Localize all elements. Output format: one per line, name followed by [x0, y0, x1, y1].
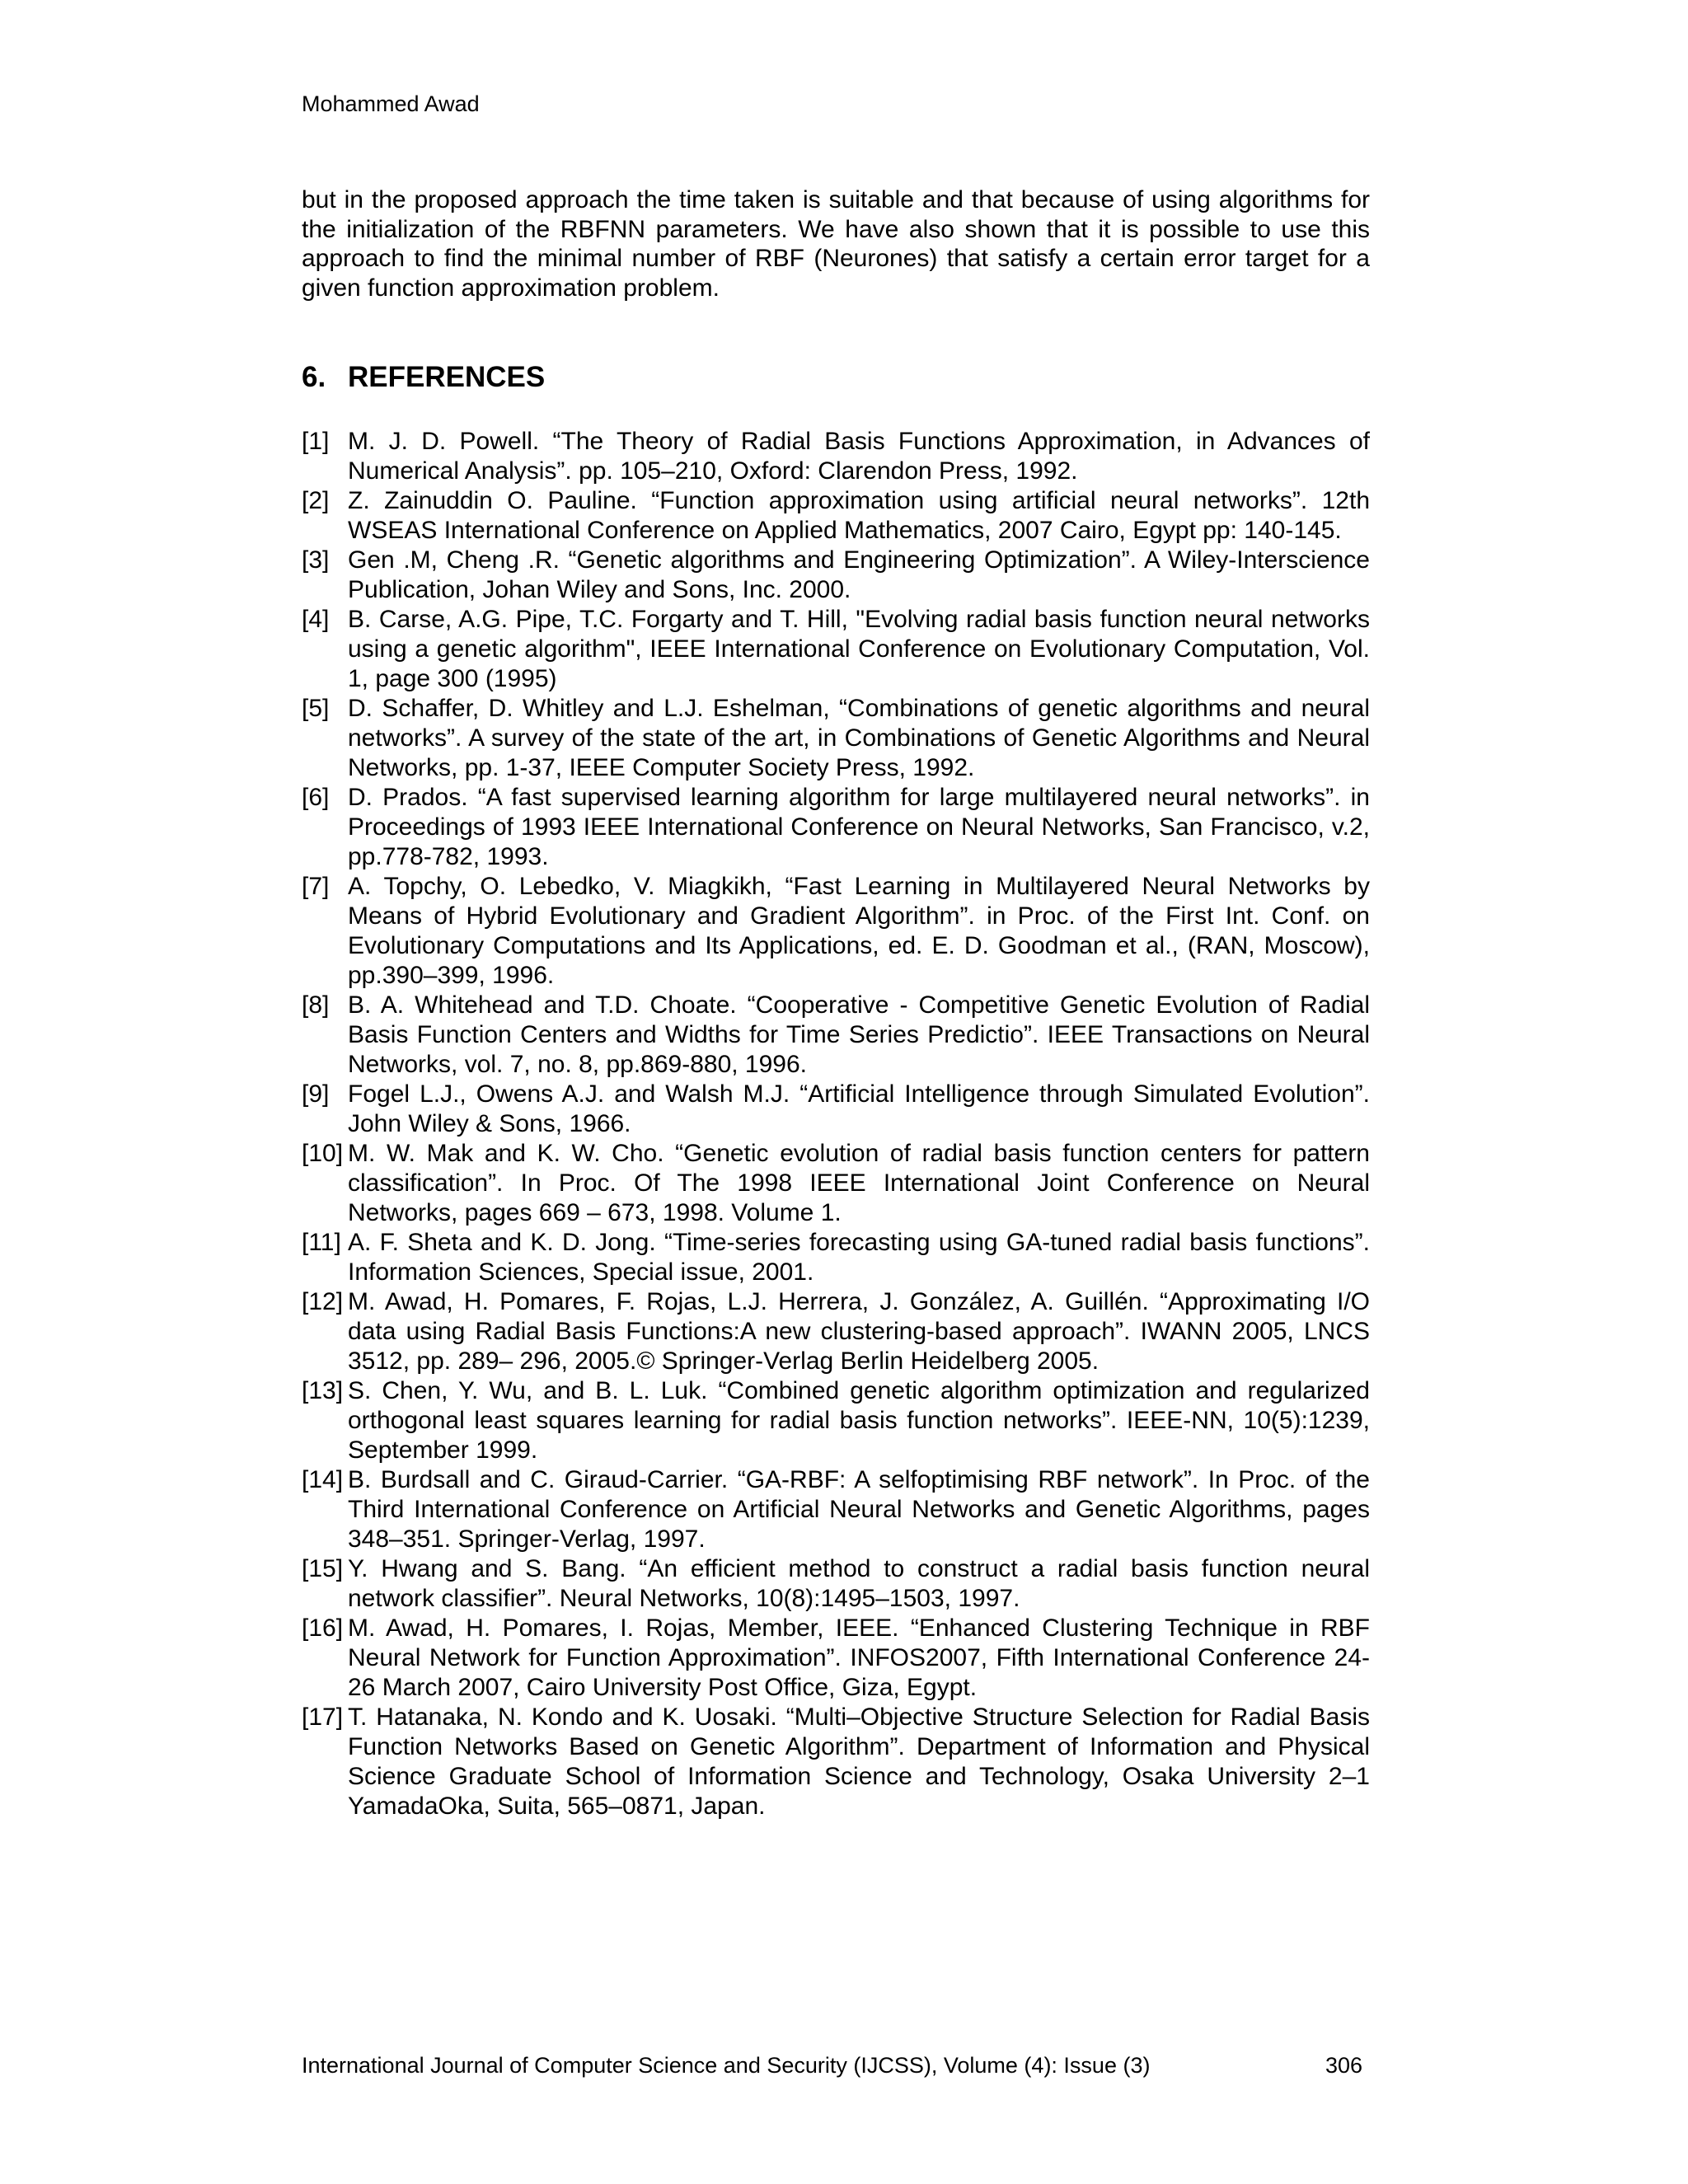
reference-item	[302, 1139, 1370, 1228]
reference-item	[302, 1554, 1370, 1614]
reference-text: A. Topchy, O. Lebedko, V. Miagkikh, “Fast Learning in Multilayered Neural Networks by Means of Hybrid Evolutionary and Gradient Algorithm”. in Proc. of the First Int. Conf. on Evolutionary Computations and Its Applications, ed. E. D. Goodman et al., (RAN, Moscow), pp.390–399, 1996.	[348, 873, 1370, 989]
reference-item	[302, 427, 1370, 486]
reference-text: B. Burdsall and C. Giraud-Carrier. “GA-RBF: A selfoptimising RBF network”. In Proc. of the Third International Conference on Artificial Neural Networks and Genetic Algorithms, pages 348–351. Springer-Verlag, 1997.	[348, 1466, 1370, 1553]
reference-text: S. Chen, Y. Wu, and B. L. Luk. “Combined genetic algorithm optimization and regularized orthogonal least squares learning for radial basis function networks”. IEEE-NN, 10(5):1239, September 1999.	[348, 1377, 1370, 1464]
reference-item	[302, 1228, 1370, 1287]
reference-text: M. Awad, H. Pomares, I. Rojas, Member, IEEE. “Enhanced Clustering Technique in RBF Neural Network for Function Approximation”. INFOS2007, Fifth International Conference 24-26 March 2007, Cairo University Post Office, Giza, Egypt.	[348, 1615, 1370, 1701]
reference-item	[302, 694, 1370, 783]
reference-item	[302, 1287, 1370, 1376]
reference-label: [7]	[302, 873, 330, 900]
reference-text: Gen .M, Cheng .R. “Genetic algorithms and Engineering Optimization”. A Wiley-Interscience Publication, Johan Wiley and Sons, Inc. 2000.	[348, 546, 1370, 603]
reference-text: B. A. Whitehead and T.D. Choate. “Cooperative - Competitive Genetic Evolution of Radial Basis Function Centers and Widths for Time Series Predictio”. IEEE Transactions on Neural Networks, vol. 7, no. 8, pp.869-880, 1996.	[348, 991, 1370, 1078]
reference-label: [15]	[302, 1555, 344, 1582]
reference-label: [6]	[302, 784, 330, 811]
section-number: 6.	[302, 361, 326, 393]
reference-item	[302, 1465, 1370, 1554]
reference-item	[302, 1614, 1370, 1703]
reference-text: Fogel L.J., Owens A.J. and Walsh M.J. “Artificial Intelligence through Simulated Evolution”. John Wiley & Sons, 1966.	[348, 1080, 1370, 1137]
conclusion-paragraph: but in the proposed approach the time taken is suitable and that because of using algorithms for the initialization of the RBFNN parameters. We have also shown that it is possible to use this approach to find the minimal number of RBF (Neurones) that satisfy a certain error target for a given function approximation problem.	[302, 186, 1370, 302]
footer-page-number: 306	[1325, 2053, 1363, 2078]
reference-text: D. Prados. “A fast supervised learning algorithm for large multilayered neural networks”. in Proceedings of 1993 IEEE International Conference on Neural Networks, San Francisco, v.2, pp.778-782, 1993.	[348, 784, 1370, 870]
reference-label: [4]	[302, 606, 330, 633]
reference-label: [10]	[302, 1140, 344, 1167]
reference-text: M. W. Mak and K. W. Cho. “Genetic evolution of radial basis function centers for pattern classification”. In Proc. Of The 1998 IEEE International Joint Conference on Neural Networks, pages 669 – 673, 1998. Volume 1.	[348, 1140, 1370, 1226]
footer-journal-citation: International Journal of Computer Science and Security (IJCSS), Volume (4): Issue (3)	[302, 2053, 1151, 2078]
reference-text: B. Carse, A.G. Pipe, T.C. Forgarty and T. Hill, "Evolving radial basis function neural networks using a genetic algorithm", IEEE International Conference on Evolutionary Computation, Vol. 1, page 300 (1995)	[348, 606, 1370, 692]
reference-label: [17]	[302, 1704, 344, 1731]
reference-text: A. F. Sheta and K. D. Jong. “Time-series forecasting using GA-tuned radial basis functions”. Information Sciences, Special issue, 2001.	[348, 1229, 1370, 1286]
reference-item	[302, 605, 1370, 694]
reference-text: M. J. D. Powell. “The Theory of Radial Basis Functions Approximation, in Advances of Numerical Analysis”. pp. 105–210, Oxford: Clarendon Press, 1992.	[348, 428, 1370, 485]
reference-label: [8]	[302, 991, 330, 1019]
reference-item	[302, 991, 1370, 1080]
running-header-author: Mohammed Awad	[302, 91, 480, 116]
reference-text: D. Schaffer, D. Whitley and L.J. Eshelman, “Combinations of genetic algorithms and neural networks”. A survey of the state of the art, in Combinations of Genetic Algorithms and Neural Networks, pp. 1-37, IEEE Computer Society Press, 1992.	[348, 695, 1370, 781]
reference-text: T. Hatanaka, N. Kondo and K. Uosaki. “Multi–Objective Structure Selection for Radial Basis Function Networks Based on Genetic Algorithm”. Department of Information and Physical Science Graduate School of Information Science and Technology, Osaka University 2–1 YamadaOka, Suita, 565–0871, Japan.	[348, 1704, 1370, 1820]
reference-label: [5]	[302, 695, 330, 722]
reference-text: Y. Hwang and S. Bang. “An efficient method to construct a radial basis function neural network classifier”. Neural Networks, 10(8):1495–1503, 1997.	[348, 1555, 1370, 1612]
section-heading-references	[302, 361, 545, 394]
reference-label: [12]	[302, 1288, 344, 1315]
reference-item	[302, 1376, 1370, 1465]
section-title: REFERENCES	[348, 361, 546, 393]
reference-item	[302, 872, 1370, 991]
reference-label: [16]	[302, 1615, 344, 1642]
reference-item	[302, 1080, 1370, 1139]
reference-label: [9]	[302, 1080, 330, 1108]
reference-text: M. Awad, H. Pomares, F. Rojas, L.J. Herrera, J. González, A. Guillén. “Approximating I/O data using Radial Basis Functions:A new clustering-based approach”. IWANN 2005, LNCS 3512, pp. 289– 296, 2005.© Springer-Verlag Berlin Heidelberg 2005.	[348, 1288, 1370, 1375]
reference-item	[302, 783, 1370, 872]
reference-label: [14]	[302, 1466, 344, 1493]
reference-label: [3]	[302, 546, 330, 574]
reference-text: Z. Zainuddin O. Pauline. “Function approximation using artificial neural networks”. 12th WSEAS International Conference on Applied Mathematics, 2007 Cairo, Egypt pp: 140-145.	[348, 487, 1370, 544]
reference-label: [11]	[302, 1229, 341, 1256]
reference-item	[302, 546, 1370, 605]
reference-label: [1]	[302, 428, 330, 455]
reference-item	[302, 486, 1370, 546]
reference-label: [2]	[302, 487, 330, 514]
reference-item	[302, 1703, 1370, 1821]
reference-label: [13]	[302, 1377, 344, 1404]
reference-list	[302, 427, 1370, 1821]
